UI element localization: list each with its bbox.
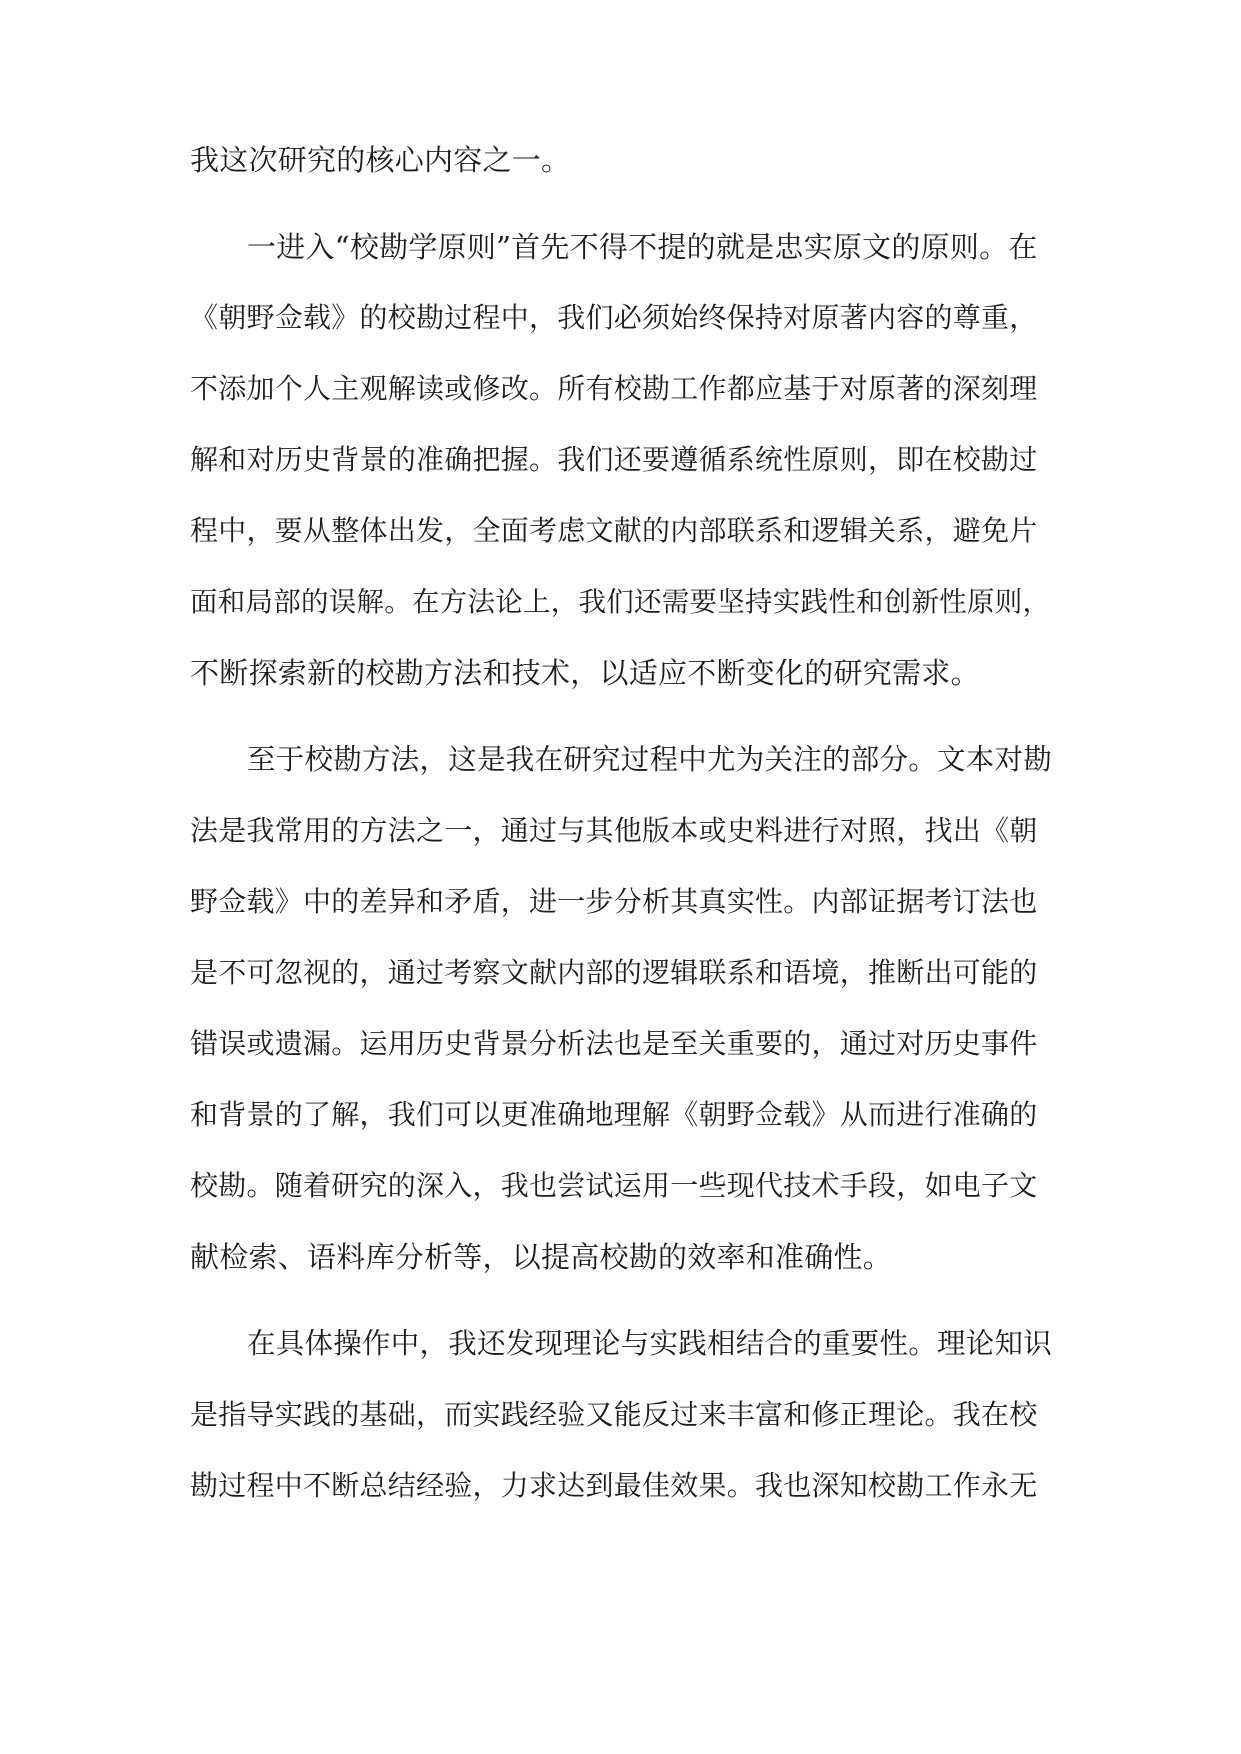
paragraph-first-line: 至于校勘方法，这是我在研究过程中尤为关注的部分。文本对勘 (247, 743, 1053, 776)
text-line: 和背景的了解，我们可以更准确地理解《朝野佥载》从而进行准确的 (190, 1098, 1038, 1131)
text-line: 解和对历史背景的准确把握。我们还要遵循系统性原则，即在校勘过 (190, 443, 1038, 476)
text-line: 校勘。随着研究的深入，我也尝试运用一些现代技术手段，如电子文 (190, 1169, 1038, 1202)
text-line: 是指导实践的基础，而实践经验又能反过来丰富和修正理论。我在校 (190, 1398, 1038, 1431)
text-line: 勘过程中不断总结经验，力求达到最佳效果。我也深知校勘工作永无 (190, 1469, 1038, 1502)
text-line: 程中，要从整体出发，全面考虑文献的内部联系和逻辑关系，避免片 (190, 514, 1038, 547)
text-line: 《朝野佥载》的校勘过程中，我们必须始终保持对原著内容的尊重， (190, 301, 1038, 334)
text-line: 法是我常用的方法之一，通过与其他版本或史料进行对照，找出《朝 (190, 814, 1038, 847)
paragraph-first-line: 在具体操作中，我还发现理论与实践相结合的重要性。理论知识 (247, 1327, 1053, 1360)
text-line: 不添加个人主观解读或修改。所有校勘工作都应基于对原著的深刻理 (190, 372, 1038, 405)
paragraph-first-line: 一进入“校勘学原则”首先不得不提的就是忠实原文的原则。在 (247, 230, 1038, 264)
text-line: 错误或遗漏。运用历史背景分析法也是至关重要的，通过对历史事件 (190, 1027, 1038, 1060)
text-line: 不断探索新的校勘方法和技术，以适应不断变化的研究需求。 (190, 656, 980, 690)
text-line: 献检索、语料库分析等，以提高校勘的效率和准确性。 (190, 1240, 893, 1274)
text-line: 是不可忽视的，通过考察文献内部的逻辑联系和语境，推断出可能的 (190, 956, 1038, 989)
text-line: 面和局部的误解。在方法论上，我们还需要坚持实践性和创新性原则， (190, 586, 1051, 618)
text-line: 我这次研究的核心内容之一。 (190, 143, 571, 177)
text-line: 野佥载》中的差异和矛盾，进一步分析其真实性。内部证据考订法也 (190, 885, 1038, 918)
